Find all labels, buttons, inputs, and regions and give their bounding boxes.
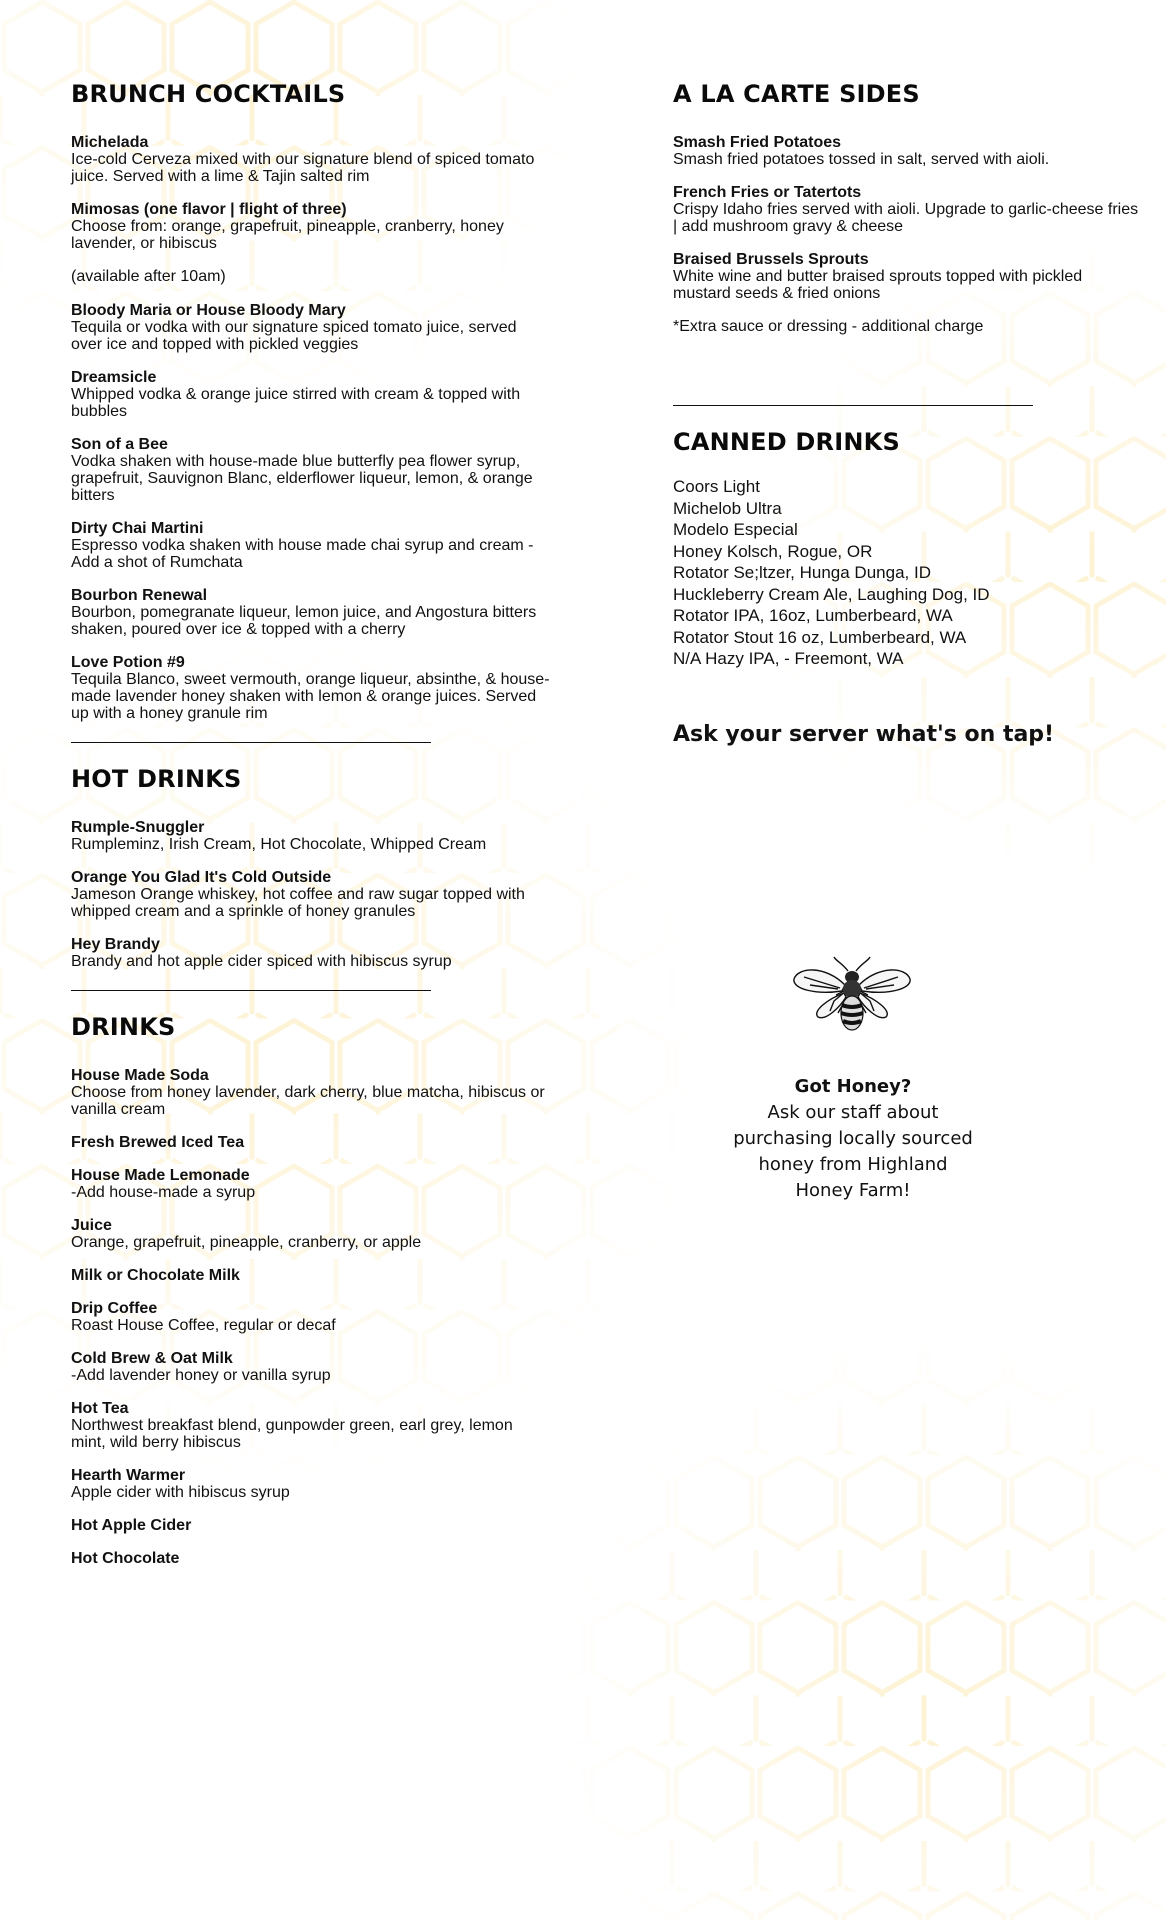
menu-item-iced-tea [71,1134,551,1151]
extra-charge-note: *Extra sauce or dressing - additional charge [673,318,984,335]
honey-promo-line: purchasing locally sourced [733,1128,973,1149]
honey-promo-title: Got Honey? [794,1076,912,1097]
honey-promo [703,1074,1003,1204]
item-name: Milk or Chocolate Milk [71,1267,240,1284]
item-name: Hot Chocolate [71,1550,180,1567]
item-name: Orange You Glad It's Cold Outside [71,869,332,886]
item-description: Espresso vodka shaken with house made chai syrup and cream -Add a shot of Rumchata [71,537,534,571]
list-item: Huckleberry Cream Ale, Laughing Dog, ID [673,584,990,604]
honey-promo-line: honey from Highland [758,1154,948,1175]
menu-item-dreamsicle [71,369,551,420]
item-description: Orange, grapefruit, pineapple, cranberry, or apple [71,1234,422,1251]
menu-item-french-fries [673,184,1143,235]
menu-item-mimosas [71,201,551,252]
canned-drinks-list [673,476,1143,670]
section-divider [71,990,431,991]
menu-item-lemonade [71,1167,551,1201]
menu-item-smash-fried-potatoes [673,134,1143,168]
menu-item-milk [71,1267,551,1284]
list-item: Honey Kolsch, Rogue, OR [673,541,873,561]
item-description: Vodka shaken with house-made blue butterfly pea flower syrup, grapefruit, Sauvignon Blanc, elderflower liqueur, lemon, & orange bitters [71,453,533,504]
item-description: Ice-cold Cerveza mixed with our signature blend of spiced tomato juice. Served with a lime & Tajin salted rim [71,151,535,185]
item-description: Bourbon, pomegranate liqueur, lemon juice, and Angostura bitters shaken, poured over ice & topped with a cherry [71,604,537,638]
menu-item-orange-you-glad [71,869,551,920]
list-item: Modelo Especial [673,520,798,539]
item-description: Tequila or vodka with our signature spiced tomato juice, served over ice and topped with pickled veggies [71,319,517,353]
item-description: Whipped vodka & orange juice stirred with cream & topped with bubbles [71,386,521,420]
list-item: Coors Light [673,477,760,496]
menu-item-cold-brew [71,1350,551,1384]
item-description: -Add house-made a syrup [71,1184,256,1201]
menu-item-hey-brandy [71,936,551,970]
item-description: -Add lavender honey or vanilla syrup [71,1367,331,1384]
list-item: N/A Hazy IPA, - Freemont, WA [673,649,904,668]
item-name: House Made Lemonade [71,1167,250,1184]
list-item: Rotator Se;ltzer, Hunga Dunga, ID [673,563,931,582]
item-description: Rumpleminz, Irish Cream, Hot Chocolate, Whipped Cream [71,836,487,853]
menu-item-son-of-a-bee [71,436,551,504]
honey-promo-line: Honey Farm! [795,1180,911,1201]
item-name: Hearth Warmer [71,1467,186,1484]
item-description: Brandy and hot apple cider spiced with hibiscus syrup [71,953,452,970]
item-name: Smash Fried Potatoes [673,134,842,151]
item-name: Bourbon Renewal [71,587,208,604]
list-item: Rotator IPA, 16oz, Lumberbeard, WA [673,606,953,625]
item-name: Hot Apple Cider [71,1517,192,1534]
item-description: Jameson Orange whiskey, hot coffee and raw sugar topped with whipped cream and a sprinkle of honey granules [71,886,525,920]
item-name: Fresh Brewed Iced Tea [71,1134,245,1151]
item-description: Apple cider with hibiscus syrup [71,1484,290,1501]
honey-promo-line: Ask our staff about [767,1102,939,1123]
menu-item-michelada [71,134,551,185]
right-column [673,80,1143,747]
hot-drinks-heading: HOT DRINKS [71,765,242,793]
tap-callout: Ask your server what's on tap! [673,721,1055,747]
item-name: Dreamsicle [71,369,157,386]
item-name: Mimosas (one flavor | flight of three) [71,201,347,218]
item-name: Bloody Maria or House Bloody Mary [71,302,346,319]
item-name: Braised Brussels Sprouts [673,251,869,268]
item-name: Love Potion #9 [71,654,185,671]
menu-item-drip-coffee [71,1300,551,1334]
list-item: Rotator Stout 16 oz, Lumberbeard, WA [673,627,967,647]
menu-item-bloody-maria [71,302,551,353]
menu-item-love-potion-9 [71,654,551,722]
item-description: Crispy Idaho fries served with aioli. Upgrade to garlic-cheese fries | add mushroom gravy & cheese [673,201,1139,235]
item-description: White wine and butter braised sprouts topped with pickled mustard seeds & fried onions [673,268,1083,302]
canned-drinks-heading: CANNED DRINKS [673,428,900,456]
item-description: Choose from honey lavender, dark cherry, blue matcha, hibiscus or vanilla cream [71,1084,545,1118]
item-description: Roast House Coffee, regular or decaf [71,1317,336,1334]
left-column [71,80,551,1583]
item-name: French Fries or Tatertots [673,184,862,201]
section-divider [673,405,1033,406]
availability-note: (available after 10am) [71,268,226,285]
menu-item-hot-apple-cider [71,1517,551,1534]
item-description: Smash fried potatoes tossed in salt, served with aioli. [673,151,1050,168]
menu-item-dirty-chai-martini [71,520,551,571]
item-name: Juice [71,1217,112,1234]
item-name: Hot Tea [71,1400,129,1417]
menu-item-hot-chocolate [71,1550,551,1567]
item-description: Tequila Blanco, sweet vermouth, orange liqueur, absinthe, & house-made lavender honey shaken with lemon & orange juices. Served up with a honey granule rim [71,671,550,722]
item-description: Choose from: orange, grapefruit, pineapple, cranberry, honey lavender, or hibiscus [71,218,504,252]
item-name: Rumple-Snuggler [71,819,205,836]
menu-item-hearth-warmer [71,1467,551,1501]
menu-item-juice [71,1217,551,1251]
bee-icon [790,955,914,1039]
menu-item-rumple-snuggler [71,819,551,853]
item-name: Hey Brandy [71,936,160,953]
item-description: Northwest breakfast blend, gunpowder green, earl grey, lemon mint, wild berry hibiscus [71,1417,513,1451]
menu-item-house-made-soda [71,1067,551,1118]
drinks-heading: DRINKS [71,1013,176,1041]
menu-item-bourbon-renewal [71,587,551,638]
item-name: House Made Soda [71,1067,209,1084]
menu-item-brussels-sprouts [673,251,1143,302]
list-item: Michelob Ultra [673,498,782,518]
section-divider [71,742,431,743]
item-name: Son of a Bee [71,436,168,453]
item-name: Michelada [71,134,149,151]
sides-heading: A LA CARTE SIDES [673,80,920,108]
item-name: Cold Brew & Oat Milk [71,1350,233,1367]
item-name: Dirty Chai Martini [71,520,204,537]
brunch-cocktails-heading: BRUNCH COCKTAILS [71,80,346,108]
menu-item-hot-tea [71,1400,551,1451]
item-name: Drip Coffee [71,1300,158,1317]
